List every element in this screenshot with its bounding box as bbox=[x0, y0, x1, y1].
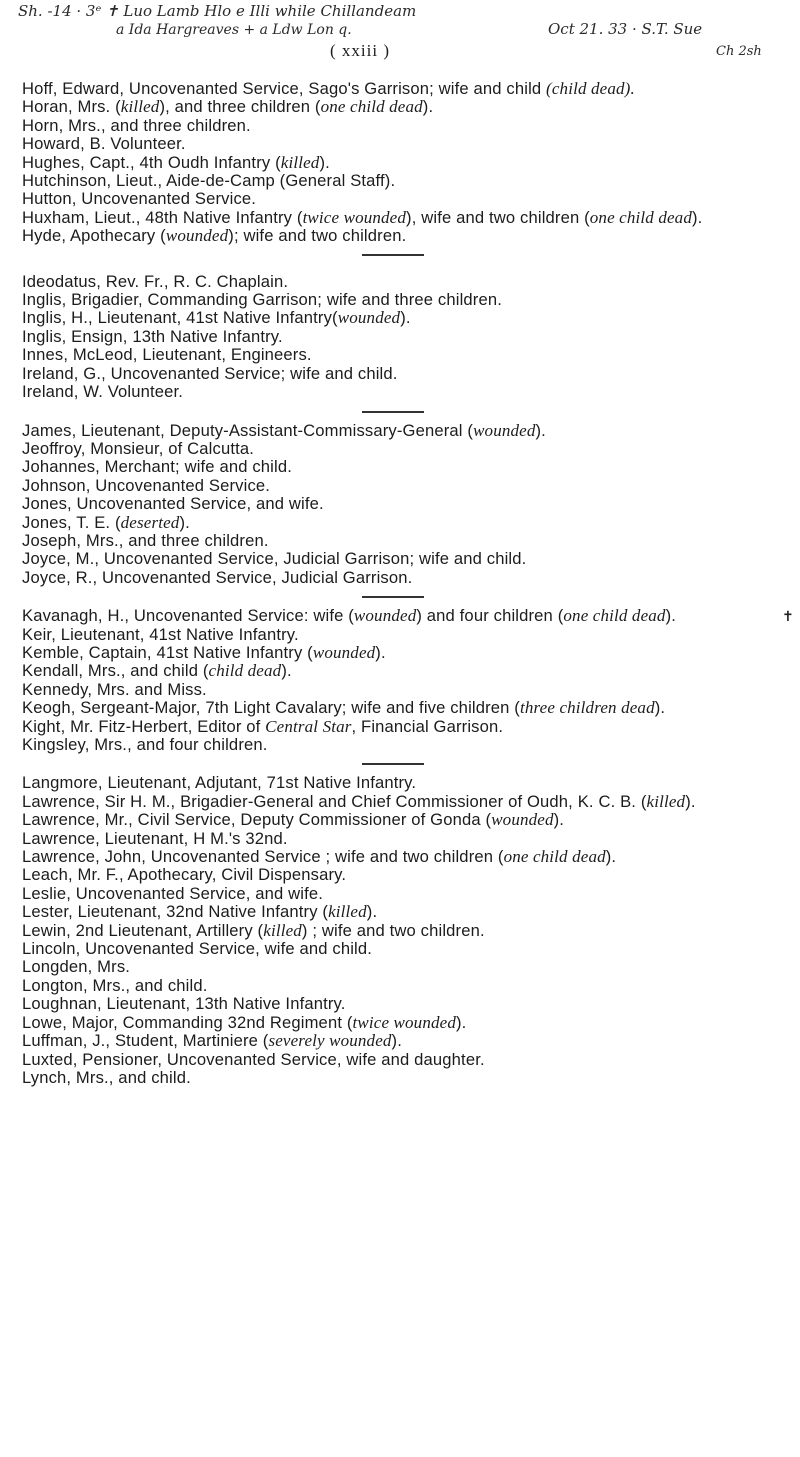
entry-text: Kemble, Captain, 41st Native Infantry ( bbox=[22, 642, 313, 662]
entry-text: Hutton, Uncovenanted Service. bbox=[22, 189, 257, 209]
section-divider bbox=[362, 763, 424, 765]
entry-text: Howard, B. Volunteer. bbox=[22, 134, 186, 154]
list-entry bbox=[22, 273, 792, 291]
list-entry bbox=[22, 681, 792, 699]
entry-text: Kingsley, Mrs., and four children. bbox=[22, 735, 268, 754]
italic-note: killed bbox=[280, 152, 320, 172]
list-entry bbox=[22, 977, 792, 995]
entry-text: Innes, McLeod, Lieutenant, Engineers. bbox=[22, 345, 312, 365]
italic-note: killed bbox=[646, 791, 686, 811]
entry-text: ). bbox=[319, 152, 330, 172]
entry-text: ). bbox=[400, 308, 411, 328]
italic-note: killed bbox=[120, 97, 160, 117]
entry-text: Joyce, R., Uncovenanted Service, Judicial Garrison. bbox=[22, 567, 413, 587]
entry-text: Kavanagh, H., Uncovenanted Service: wife ( bbox=[22, 606, 354, 626]
list-entry bbox=[22, 117, 792, 135]
list-entry bbox=[22, 848, 792, 866]
entry-text: ). bbox=[665, 606, 677, 626]
entry-text: Kennedy, Mrs. and Miss. bbox=[22, 679, 207, 699]
entry-text: Jones, Uncovenanted Service, and wife. bbox=[22, 494, 324, 514]
entry-text: Kight, Mr. Fitz-Herbert, Editor of bbox=[22, 716, 266, 736]
list-entry bbox=[22, 1032, 792, 1050]
entry-text: Lester, Lieutenant, 32nd Native Infantry ( bbox=[22, 902, 329, 922]
entry-text: ). bbox=[605, 847, 617, 867]
italic-note: one child dead bbox=[589, 207, 692, 227]
entry-text: ). bbox=[654, 698, 666, 718]
italic-note: deserted bbox=[120, 512, 180, 532]
list-entry bbox=[22, 80, 792, 98]
italic-note: twice wounded bbox=[352, 1012, 456, 1032]
italic-note: child dead bbox=[208, 661, 282, 681]
entry-text: Keogh, Sergeant-Major, 7th Light Cavalary; wife and five children ( bbox=[22, 698, 520, 718]
entry-text: Kendall, Mrs., and child ( bbox=[22, 661, 209, 681]
list-entry bbox=[22, 154, 792, 172]
entry-text: Lawrence, Sir H. M., Brigadier-General and Chief Commissioner of Oudh, K. C. B. ( bbox=[22, 791, 647, 811]
letter-group bbox=[22, 273, 792, 402]
italic-note: killed bbox=[263, 920, 302, 940]
italic-note: one child dead bbox=[320, 97, 423, 117]
entry-text: Ideodatus, Rev. Fr., R. C. Chaplain. bbox=[22, 271, 289, 291]
entry-text: ). bbox=[535, 420, 546, 440]
list-entry bbox=[22, 903, 792, 921]
italic-note: wounded bbox=[491, 810, 554, 830]
entry-text: Keir, Lieutenant, 41st Native Infantry. bbox=[22, 624, 299, 644]
entry-text: Inglis, Ensign, 13th Native Infantry. bbox=[22, 326, 283, 346]
list-entry bbox=[22, 346, 792, 364]
entry-text: Langmore, Lieutenant, Adjutant, 71st Native Infantry. bbox=[22, 773, 417, 793]
list-entry bbox=[22, 866, 792, 884]
italic-note: one child dead bbox=[563, 606, 666, 626]
list-entry bbox=[22, 569, 792, 587]
italic-note: Central Star bbox=[265, 716, 352, 736]
entry-text: Huxham, Lieut., 48th Native Infantry ( bbox=[22, 207, 303, 227]
entry-text: Lincoln, Uncovenanted Service, wife and child. bbox=[22, 939, 373, 959]
entry-text: Leach, Mr. F., Apothecary, Civil Dispensary. bbox=[22, 865, 347, 885]
entry-text: ) and four children ( bbox=[416, 606, 564, 626]
list-entry bbox=[22, 830, 792, 848]
italic-note: twice wounded bbox=[302, 207, 407, 227]
entry-text: Longton, Mrs., and child. bbox=[22, 975, 208, 995]
list-entry bbox=[22, 309, 792, 327]
list-entry bbox=[22, 477, 792, 495]
entry-text: Inglis, Brigadier, Commanding Garrison; wife and three children. bbox=[22, 290, 502, 310]
page-number: ( xxiii ) bbox=[330, 41, 390, 60]
section-divider bbox=[362, 411, 424, 413]
list-entry bbox=[22, 172, 792, 190]
entry-text: Loughnan, Lieutenant, 13th Native Infantry. bbox=[22, 994, 346, 1014]
list-entry bbox=[22, 699, 792, 717]
entry-text: Horan, Mrs. ( bbox=[22, 97, 121, 117]
entry-text: Ireland, W. Volunteer. bbox=[22, 382, 184, 402]
entry-text: Joyce, M., Uncovenanted Service, Judicial Garrison; wife and child. bbox=[22, 549, 527, 569]
list-entry bbox=[22, 422, 792, 440]
list-entry bbox=[22, 209, 792, 227]
entry-text: ). bbox=[691, 207, 703, 227]
italic-note: wounded bbox=[353, 606, 417, 626]
entry-text: Johnson, Uncovenanted Service. bbox=[22, 475, 271, 495]
letter-group bbox=[22, 774, 792, 1087]
entry-text: Luffman, J., Student, Martiniere ( bbox=[22, 1031, 269, 1051]
entry-text: ). bbox=[685, 791, 696, 811]
entry-text: Luxted, Pensioner, Uncovenanted Service, wife and daughter. bbox=[22, 1049, 485, 1069]
handwritten-note-line-2: a Ida Hargreaves + a Ldw Lon q. bbox=[116, 22, 352, 38]
list-entry bbox=[22, 793, 792, 811]
entry-text: Horn, Mrs., and three children. bbox=[22, 115, 251, 135]
entry-text: Inglis, H., Lieutenant, 41st Native Infantry( bbox=[22, 308, 338, 328]
entry-text: , Financial Garrison. bbox=[351, 716, 504, 736]
list-entry bbox=[22, 291, 792, 309]
list-entry bbox=[22, 626, 792, 644]
list-entry bbox=[22, 885, 792, 903]
entry-text: ). bbox=[455, 1012, 467, 1032]
entry-text: Lynch, Mrs., and child. bbox=[22, 1067, 191, 1087]
italic-note: one child dead bbox=[503, 847, 606, 867]
entry-text: Jones, T. E. ( bbox=[22, 512, 121, 532]
entry-text: ). bbox=[553, 810, 565, 830]
italic-note: wounded bbox=[165, 226, 229, 246]
entry-text: ); wife and two children. bbox=[228, 226, 407, 246]
italic-note: wounded bbox=[473, 420, 536, 440]
list-entry bbox=[22, 135, 792, 153]
list-entry bbox=[22, 811, 792, 829]
entry-text: Leslie, Uncovenanted Service, and wife. bbox=[22, 883, 324, 903]
entry-text: Ireland, G., Uncovenanted Service; wife and child. bbox=[22, 363, 398, 383]
list-entry bbox=[22, 995, 792, 1013]
list-entry bbox=[22, 365, 792, 383]
italic-note: (child dead). bbox=[546, 79, 635, 98]
entry-text: ). bbox=[391, 1031, 402, 1051]
list-entry bbox=[22, 458, 792, 476]
entry-text: Jeoffroy, Monsieur, of Calcutta. bbox=[22, 438, 254, 458]
entry-text: Johannes, Merchant; wife and child. bbox=[22, 457, 292, 477]
entry-text: Lawrence, Mr., Civil Service, Deputy Commissioner of Gonda ( bbox=[22, 810, 492, 830]
list-entry bbox=[22, 718, 792, 736]
entry-text: Hughes, Capt., 4th Oudh Infantry ( bbox=[22, 152, 281, 172]
list-entry bbox=[22, 440, 792, 458]
handwritten-note-line-1: Sh. -14 · 3ᵉ ✝ Luo Lamb Hlo e Illi while Chillandeam bbox=[18, 2, 417, 20]
list-entry bbox=[22, 532, 792, 550]
list-entry bbox=[22, 190, 792, 208]
list-entry bbox=[22, 644, 792, 662]
letter-group bbox=[22, 422, 792, 588]
letter-group bbox=[22, 80, 792, 246]
entry-text: ). bbox=[366, 902, 378, 922]
list-entry bbox=[22, 662, 792, 680]
list-entry bbox=[22, 514, 792, 532]
entry-text: ). bbox=[375, 642, 386, 662]
entry-text: Hoff, Edward, Uncovenanted Service, Sago's Garrison; wife and child bbox=[22, 79, 547, 98]
section-divider bbox=[362, 596, 424, 598]
italic-note: wounded bbox=[312, 642, 376, 662]
list-entry bbox=[22, 958, 792, 976]
list-entry bbox=[22, 1014, 792, 1032]
entry-text: Lawrence, John, Uncovenanted Service ; wife and two children ( bbox=[22, 847, 504, 867]
italic-note: three children dead bbox=[520, 698, 655, 718]
list-entry bbox=[22, 495, 792, 513]
list-entry bbox=[22, 227, 792, 245]
entry-text: Lawrence, Lieutenant, H M.'s 32nd. bbox=[22, 828, 288, 848]
entry-text: ), wife and two children ( bbox=[406, 207, 590, 227]
list-entry bbox=[22, 328, 792, 346]
entry-text: Lewin, 2nd Lieutenant, Artillery ( bbox=[22, 920, 264, 940]
list-entry: Kavanagh, H., Uncovenanted Service: wife (wounded) and four children (one child dead). ✝ bbox=[22, 606, 794, 626]
section-divider bbox=[362, 254, 424, 256]
entry-text: Lowe, Major, Commanding 32nd Regiment ( bbox=[22, 1012, 353, 1032]
italic-note: severely wounded bbox=[268, 1031, 392, 1051]
entry-text: ). bbox=[179, 512, 190, 532]
entry-text: ). bbox=[281, 661, 292, 681]
italic-note: killed bbox=[328, 902, 367, 922]
entry-text: ) ; wife and two children. bbox=[301, 920, 485, 940]
entry-text: Longden, Mrs. bbox=[22, 957, 131, 977]
list-entry bbox=[22, 550, 792, 568]
list-entry bbox=[22, 98, 792, 116]
entry-text: ), and three children ( bbox=[159, 97, 321, 117]
handwritten-initials: Ch 2sh bbox=[716, 44, 762, 59]
entry-text: James, Lieutenant, Deputy-Assistant-Commissary-General ( bbox=[22, 420, 474, 440]
entry-text: Hutchinson, Lieut., Aide-de-Camp (General Staff). bbox=[22, 171, 396, 191]
list-entry bbox=[22, 1069, 792, 1087]
list-entry bbox=[22, 774, 792, 792]
italic-note: wounded bbox=[337, 308, 401, 328]
entry-text: Joseph, Mrs., and three children. bbox=[22, 530, 269, 550]
list-entry bbox=[22, 922, 792, 940]
entry-text: ). bbox=[422, 97, 434, 117]
entry-text: Hyde, Apothecary ( bbox=[22, 226, 166, 246]
list-entry bbox=[22, 383, 792, 401]
list-entry bbox=[22, 940, 792, 958]
list-entry bbox=[22, 736, 792, 754]
letter-group bbox=[22, 607, 792, 754]
handwritten-date: Oct 21. 33 · S.T. Sue bbox=[548, 20, 703, 38]
list-entry bbox=[22, 1051, 792, 1069]
name-list bbox=[22, 80, 792, 1087]
